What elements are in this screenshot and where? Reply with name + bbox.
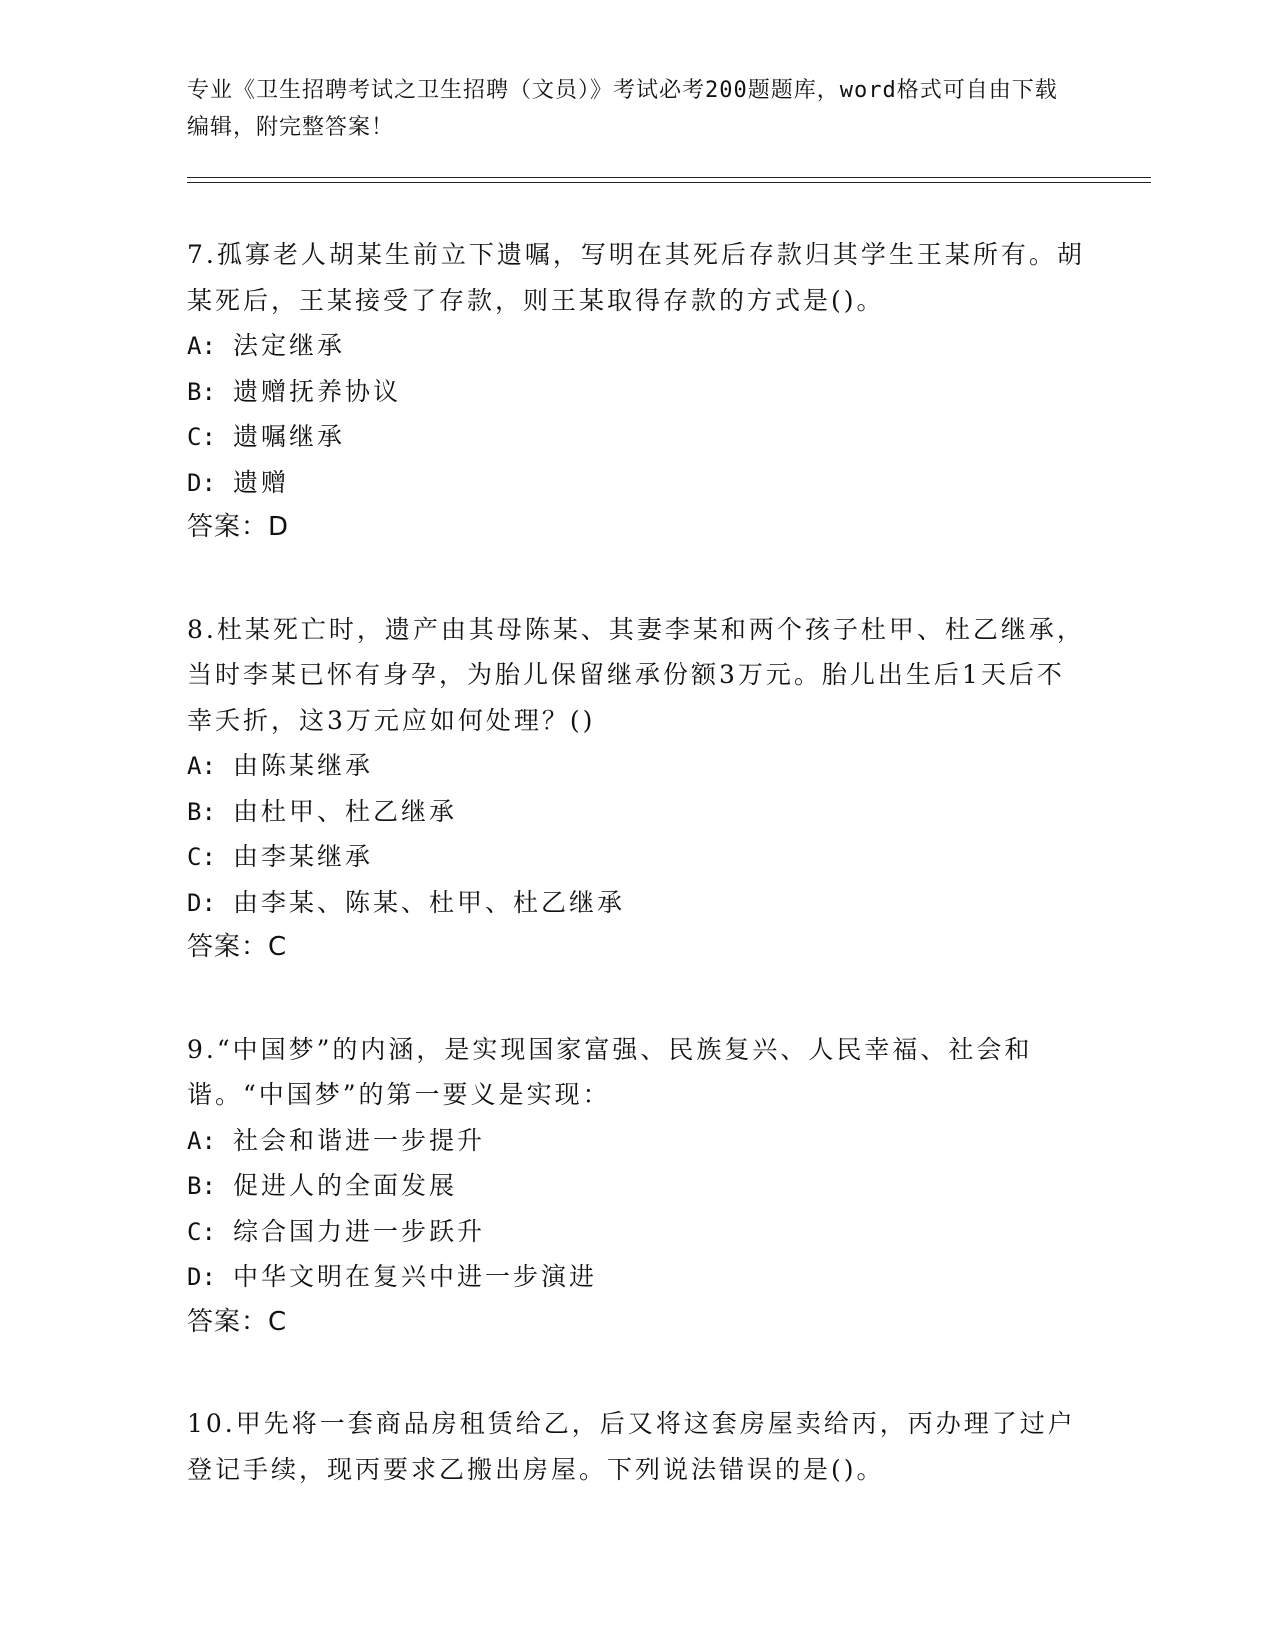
question-text: 9.“中国梦”的内涵，是实现国家富强、民族复兴、人民幸福、社会和谐。“中国梦”的第一要义是实现： — [187, 1034, 1033, 1109]
option-a — [187, 1118, 1087, 1164]
option-text: 综合国力进一步跃升 — [233, 1216, 486, 1246]
header-divider-line — [187, 177, 1151, 178]
question-text: 7.孤寡老人胡某生前立下遗嘱，写明在其死后存款归其学生王某所有。胡某死后，王某接受了存款，则王某取得存款的方式是()。 — [187, 240, 1085, 315]
option-text: 社会和谐进一步提升 — [233, 1125, 486, 1155]
option-b — [187, 789, 1087, 835]
option-c — [187, 834, 1087, 880]
option-text: 中华文明在复兴中进一步演进 — [233, 1262, 598, 1291]
option-letter: C: — [187, 843, 216, 871]
option-text: 由李某、陈某、杜甲、杜乙继承 — [233, 887, 626, 917]
option-letter: B: — [187, 1172, 216, 1200]
question-7 — [187, 232, 1087, 551]
answer-line: 答案：C — [187, 932, 288, 962]
answer-line: 答案：C — [187, 1306, 288, 1337]
option-a — [187, 323, 1087, 369]
question-list — [187, 232, 1087, 1548]
option-b — [187, 369, 1087, 415]
option-text: 由李某继承 — [233, 842, 374, 871]
option-text: 由杜甲、杜乙继承 — [233, 796, 458, 826]
option-a — [187, 743, 1087, 789]
question-text: 8.杜某死亡时，遗产由其母陈某、其妻李某和两个孩子杜甲、杜乙继承，当时李某已怀有身孕，为胎儿保留继承份额3万元。胎儿出生后1天后不幸夭折，这3万元应如何处理？() — [187, 614, 1085, 735]
option-letter: D: — [187, 468, 216, 497]
option-d — [187, 1254, 1087, 1300]
option-text: 遗赠抚养协议 — [233, 376, 402, 406]
option-text: 由陈某继承 — [233, 751, 374, 780]
answer-line: 答案：D — [187, 512, 290, 542]
header-divider-line-double — [187, 182, 1151, 183]
option-text: 遗嘱继承 — [233, 422, 346, 451]
option-c — [187, 1209, 1087, 1255]
option-letter: B: — [187, 797, 216, 826]
option-letter: B: — [187, 377, 216, 406]
question-text: 10.甲先将一套商品房租赁给乙，后又将这套房屋卖给丙，丙办理了过户登记手续，现丙要求乙搬出房屋。下列说法错误的是()。 — [187, 1409, 1076, 1484]
option-letter: A: — [187, 332, 216, 360]
option-letter: A: — [187, 1126, 216, 1155]
option-d — [187, 880, 1087, 926]
option-letter: C: — [187, 423, 216, 451]
question-9 — [187, 1027, 1087, 1346]
option-letter: C: — [187, 1217, 216, 1246]
question-10 — [187, 1401, 1087, 1492]
option-text: 促进人的全面发展 — [233, 1171, 458, 1200]
option-text: 遗赠 — [233, 467, 290, 497]
option-letter: A: — [187, 752, 216, 780]
option-b — [187, 1163, 1087, 1209]
option-c — [187, 414, 1087, 460]
option-d — [187, 460, 1087, 506]
option-letter: D: — [187, 888, 216, 917]
option-text: 法定继承 — [233, 331, 346, 360]
question-8 — [187, 607, 1087, 971]
option-letter: D: — [187, 1263, 216, 1291]
document-header: 专业《卫生招聘考试之卫生招聘（文员）》考试必考200题题库，word格式可自由下载编辑，附完整答案！ — [187, 78, 1058, 140]
